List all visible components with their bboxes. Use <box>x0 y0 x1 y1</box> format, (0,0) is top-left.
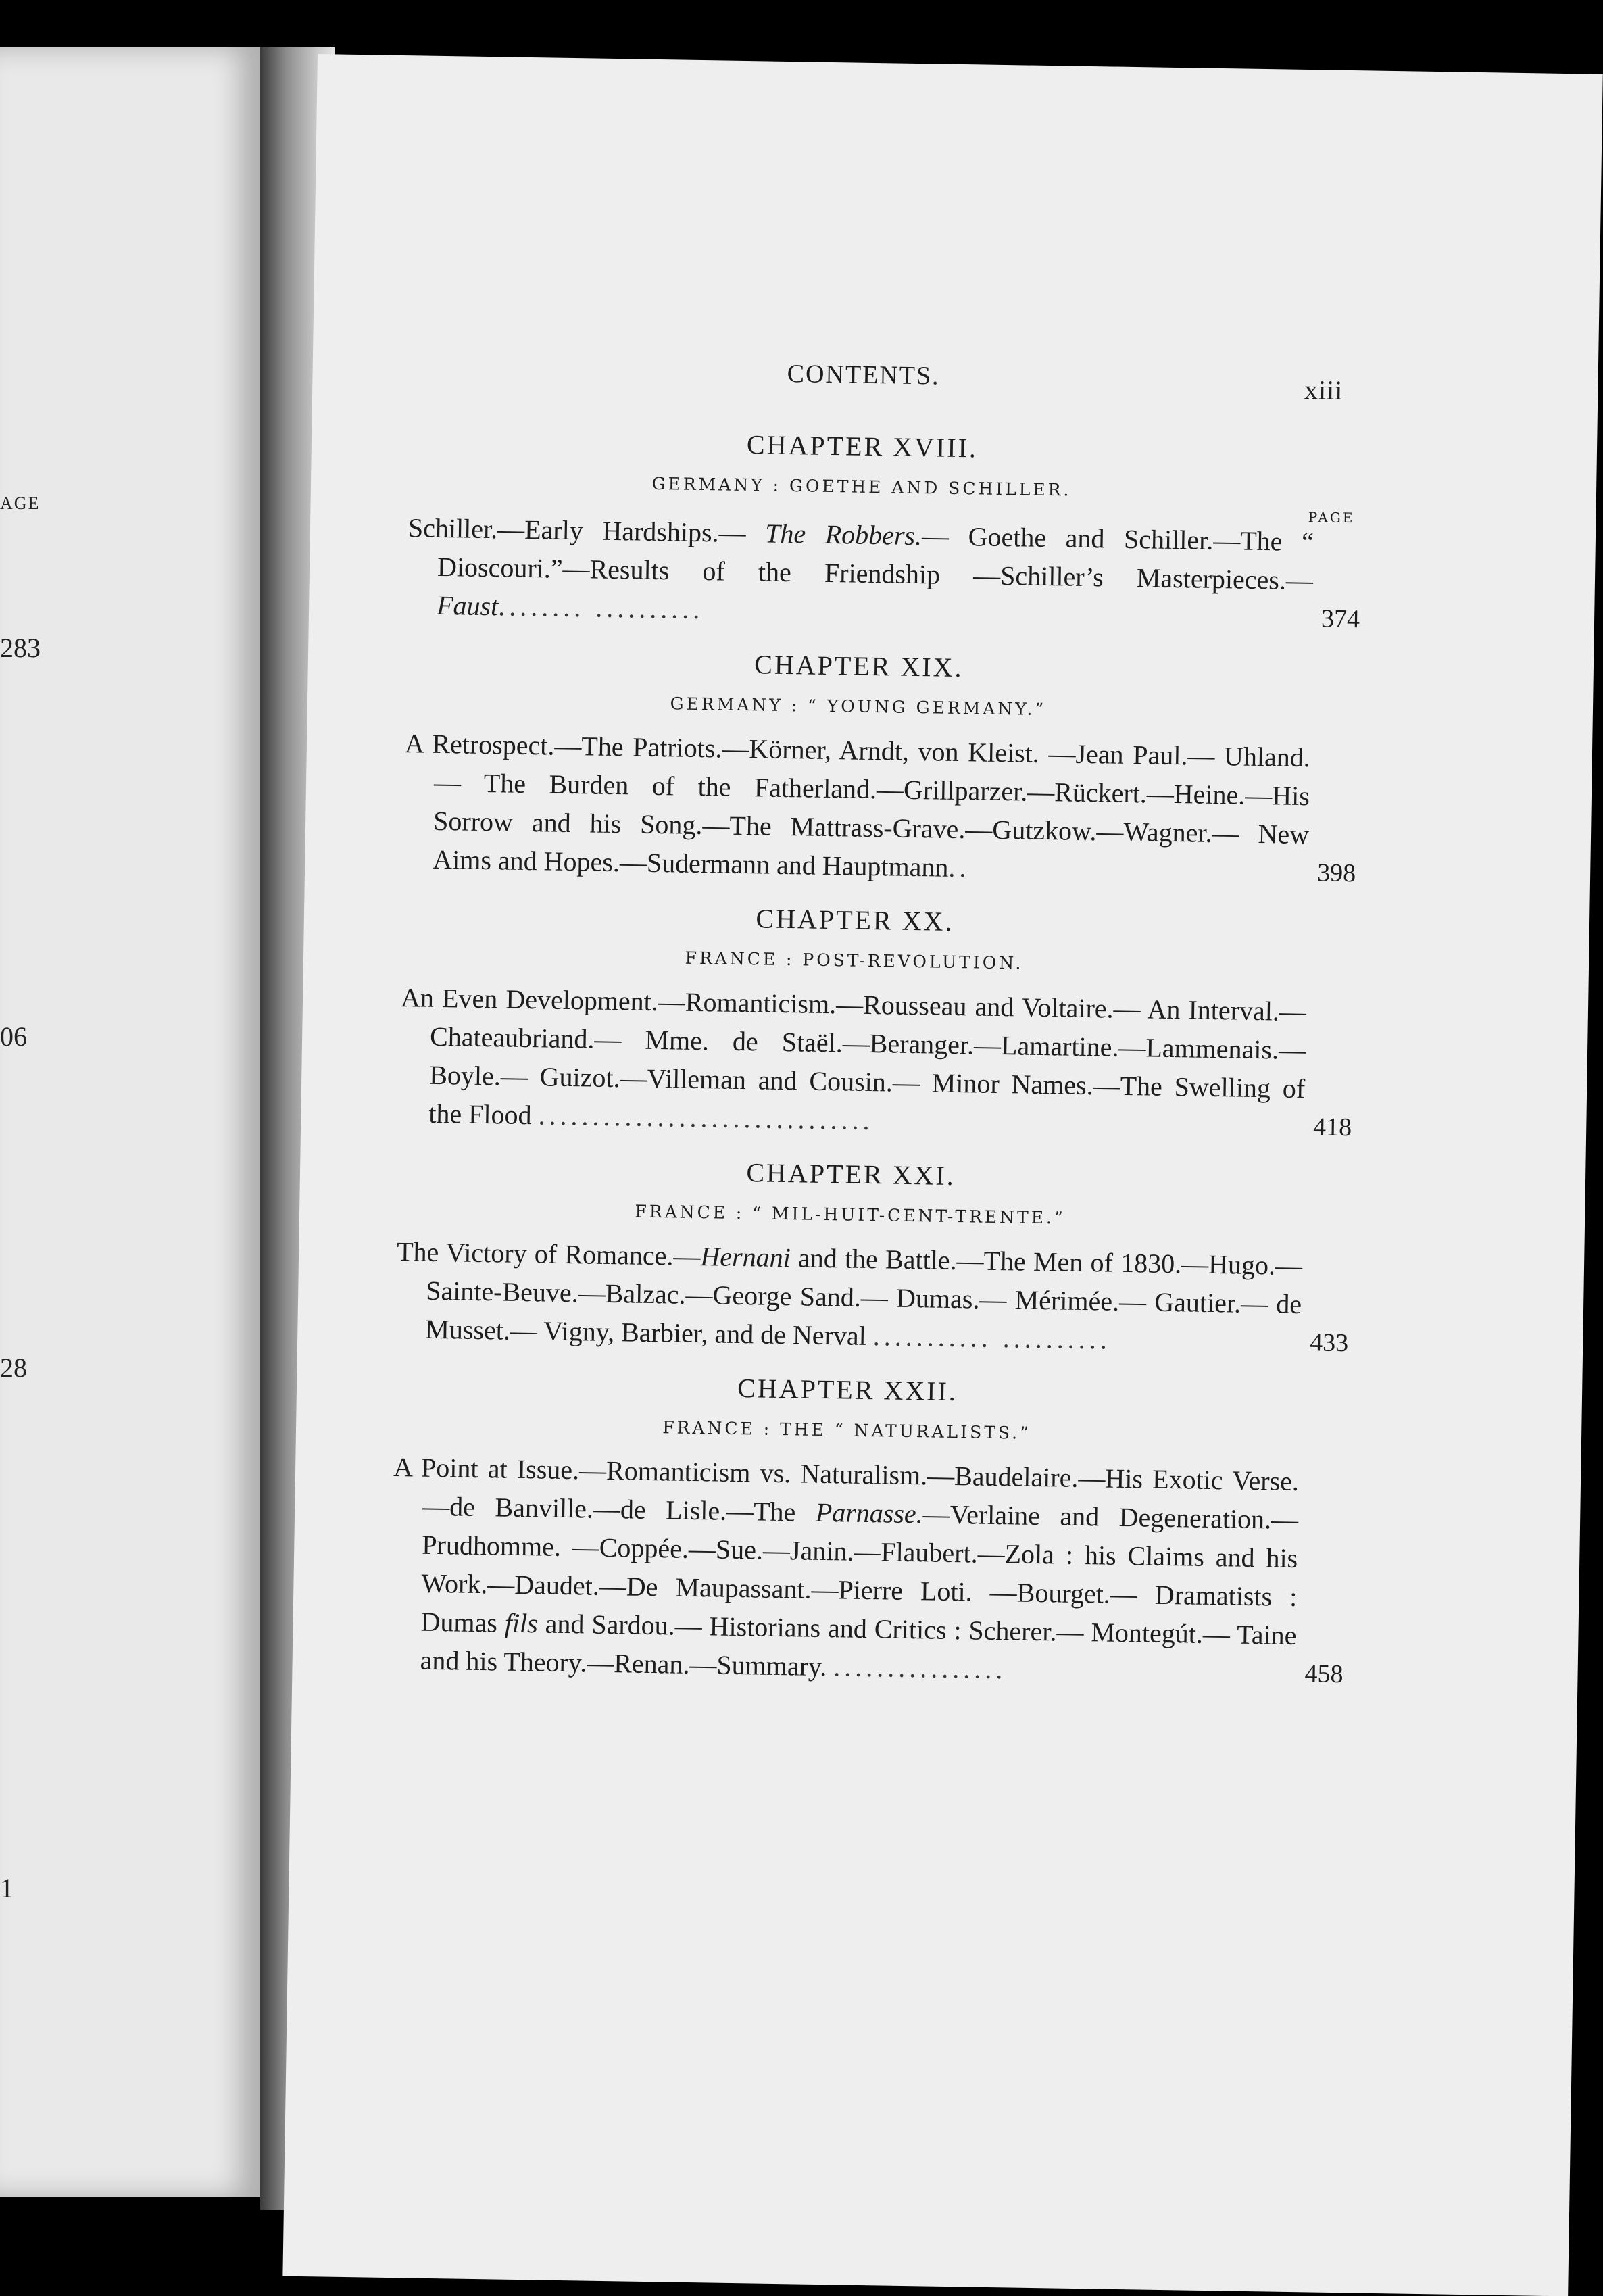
summary-italic: Faust <box>436 589 499 622</box>
summary-italic: fils <box>504 1607 539 1639</box>
chapter-title: CHAPTER XVIII. <box>746 429 979 464</box>
contents-body <box>390 353 1360 1712</box>
chapter-subtitle: GERMANY : “ YOUNG GERMANY.” <box>670 693 1047 720</box>
summary-text: and the Battle.—The Men of 1830.—Hugo.—Sainte-Beuve.—Balzac.—George Sand.— Dumas.— Mérimée.— Gautier.— de Musset.— Vigny, Barbier, and de Nerval <box>425 1242 1303 1351</box>
summary-text: — Goethe and Schiller.—The “ Dioscouri.”—Results of the Friendship —Schiller’s Masterpieces.— <box>437 520 1314 596</box>
chapter-summary <box>395 1232 1349 1362</box>
page-number: 374 <box>1321 604 1360 634</box>
page-number: 458 <box>1304 1659 1343 1689</box>
left-page-number-fragment: 283 <box>0 633 41 663</box>
chapter-summary <box>390 1448 1343 1693</box>
summary-italic: Hernani <box>700 1241 791 1273</box>
chapter-entry <box>390 1367 1343 1693</box>
summary-text: An Even Development.—Romanticism.—Rousseau and Voltaire.— An Interval.— Chateaubriand.— Mme. de Staël.—Beranger.—Lamartine.—Lammenais.—Boyle.— Guizot.—Villeman and Cousin.— Minor Names.—The Swelling of the Flood <box>400 982 1307 1131</box>
contents-heading: CONTENTS. <box>787 359 940 391</box>
summary-text: The Victory of Romance.— <box>396 1236 701 1272</box>
chapter-title: CHAPTER XXII. <box>737 1373 958 1407</box>
left-page-number-fragment: 28 <box>0 1352 27 1383</box>
chapter-entry <box>407 423 1360 638</box>
dot-leaders: ............................... <box>538 1100 874 1136</box>
chapter-title: CHAPTER XIX. <box>754 649 964 683</box>
page-number: 398 <box>1316 858 1356 888</box>
chapter-title: CHAPTER XXI. <box>746 1157 956 1192</box>
summary-text: Schiller.—Early Hardships.— <box>408 512 766 549</box>
summary-italic: Parnasse. <box>815 1496 924 1530</box>
left-page-number-fragment: 1 <box>0 1873 14 1903</box>
left-page-header-fragment: AGE <box>0 493 41 513</box>
dot-leaders: .. <box>948 852 970 883</box>
summary-text: A Point at Issue.—Romanticism vs. Naturalism.—Baudelaire.—His Exotic Verse.—de Banville.—de Lisle.—The <box>393 1452 1300 1528</box>
chapter-summary <box>403 724 1356 892</box>
page-number: 418 <box>1312 1113 1352 1142</box>
page-number: 433 <box>1309 1328 1349 1358</box>
page-column-label: PAGE <box>1308 509 1355 527</box>
page-numeral: xiii <box>1304 374 1343 406</box>
summary-text: A Retrospect.—The Patriots.—Körner, Arndt, von Kleist. —Jean Paul.— Uhland.— The Burden of the Fatherland.—Grillparzer.—Rückert.—Heine.—His Sorrow and his Song.—The Mattrass-Grave.—Gutzkow.—Wagner.— New Aims and Hopes.—Sudermann and Hauptmann <box>404 728 1311 883</box>
chapter-subtitle: FRANCE : “ MIL-HUIT-CENT-TRENTE.” <box>635 1201 1066 1228</box>
left-facing-page <box>0 47 260 2197</box>
chapter-entry <box>403 643 1356 892</box>
summary-italic: The Robbers. <box>764 518 922 552</box>
chapter-subtitle: FRANCE : POST-REVOLUTION. <box>685 948 1024 973</box>
dot-leaders: ................ <box>833 1651 1007 1685</box>
contents-page <box>282 54 1602 2296</box>
running-head <box>410 353 1343 428</box>
chapter-subtitle: FRANCE : THE “ NATURALISTS.” <box>662 1417 1032 1443</box>
chapter-subtitle: GERMANY : GOETHE AND SCHILLER. <box>651 473 1072 500</box>
chapter-title: CHAPTER XX. <box>756 903 954 937</box>
dot-leaders: ........... .......... <box>872 1321 1112 1355</box>
summary-text: —Verlaine and Degeneration.— Prudhomme. —Coppée.—Sue.—Janin.—Flaubert.—Zola : his Claims and his Work.—Daudet.—De Maupassant.—Pierre Loti. —Bourget.— Dramatists : Dumas <box>420 1498 1299 1638</box>
summary-text: and Sardou.— Historians and Critics : Scherer.— Montegút.— Taine and his Theory.—Renan.—Summary. <box>420 1608 1297 1682</box>
dot-leaders: ........ .......... <box>497 591 704 625</box>
chapter-entry <box>399 897 1352 1146</box>
left-page-number-fragment: 06 <box>0 1021 27 1052</box>
chapter-summary <box>399 978 1352 1146</box>
chapter-entry <box>395 1151 1349 1362</box>
